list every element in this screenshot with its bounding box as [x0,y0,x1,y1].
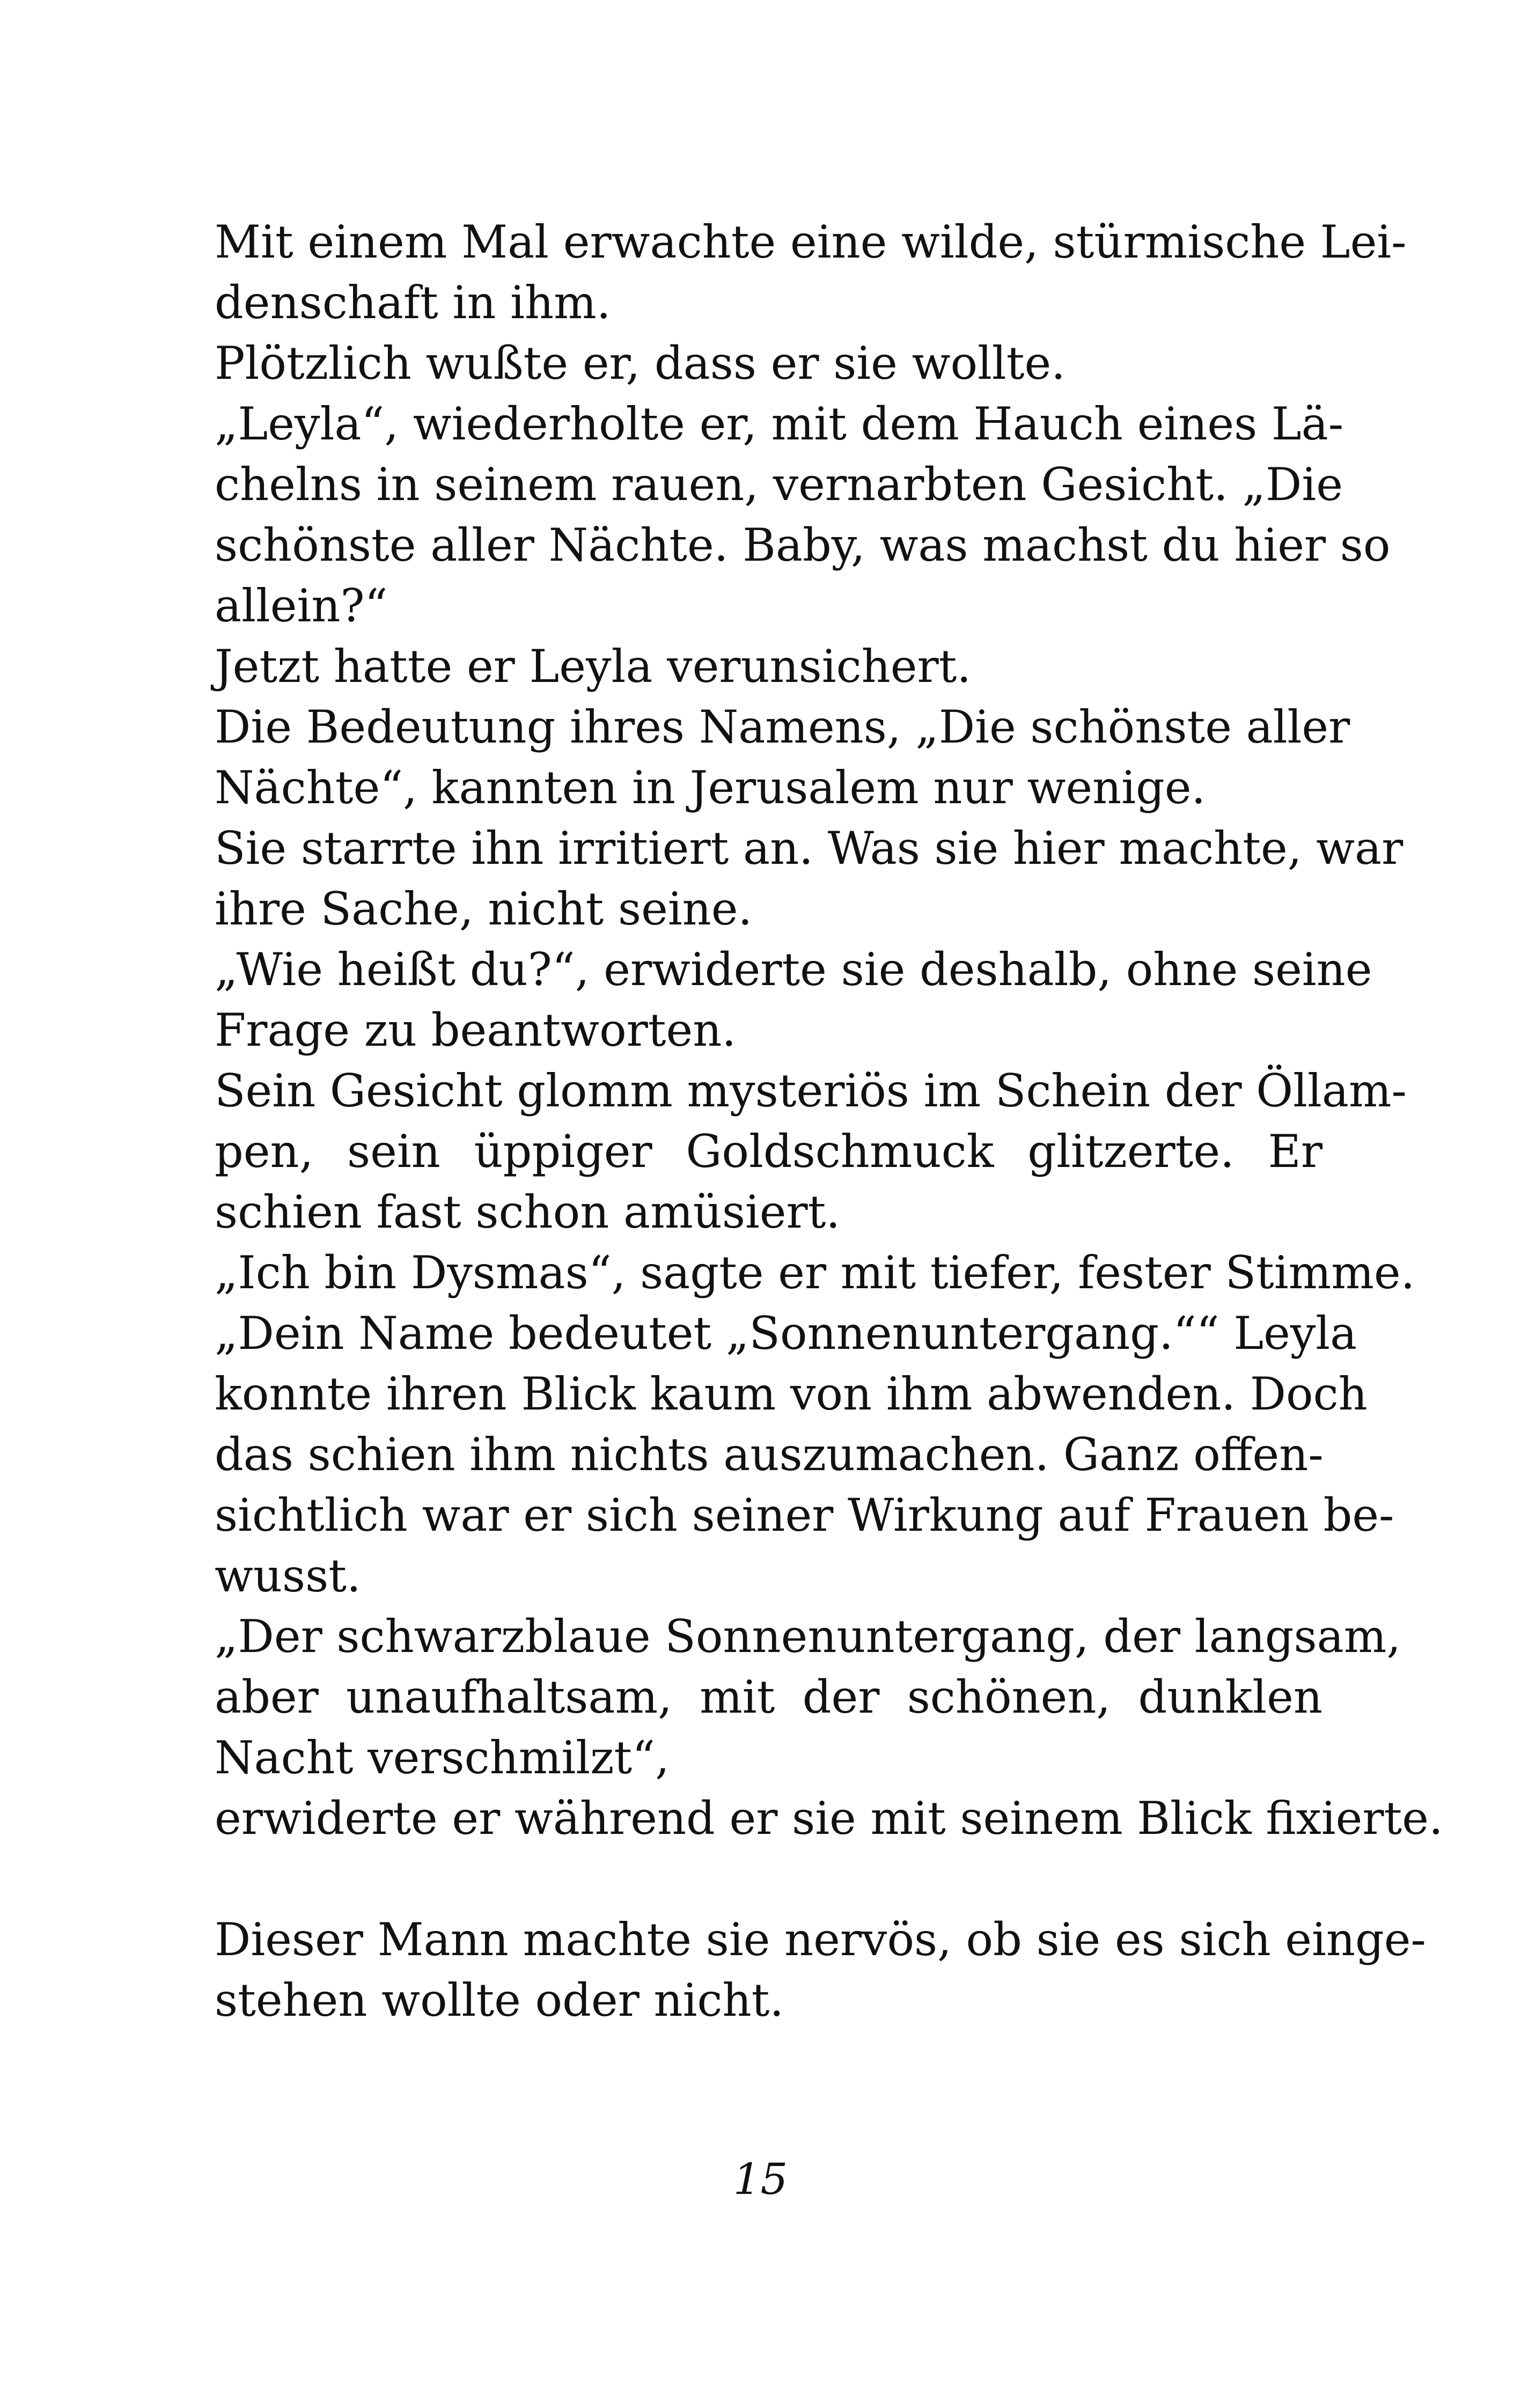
text-line: schönste aller Nächte. Baby, was machst du hier so [215,519,1391,571]
text-line: konnte ihren Blick kaum von ihm abwenden. Doch [215,1368,1368,1420]
text-line: Nacht verschmilzt“, [215,1731,670,1784]
text-line: sichtlich war er sich seiner Wirkung auf Frauen be- [215,1489,1394,1541]
text-line: Jetzt hatte er Leyla verunsichert. [215,640,972,693]
text-line: Mit einem Mal erwachte eine wilde, stürmische Lei- [215,216,1407,268]
text-line: „Leyla“, wiederholte er, mit dem Hauch eines Lä- [215,398,1344,450]
text-line: allein?“ [215,579,388,632]
text-line: Plötzlich wußte er, dass er sie wollte. [215,337,1066,390]
text-line: stehen wollte oder nicht. [215,1974,784,2027]
text-line: Die Bedeutung ihres Namens, „Die schönste aller [215,701,1350,753]
text-line: Nächte“, kannten in Jerusalem nur wenige. [215,761,1206,814]
text-line: „Der schwarzblaue Sonnenuntergang, der langsam, [215,1610,1401,1663]
text-line: Frage zu beantworten. [215,1004,737,1056]
text-line: „Wie heißt du?“, erwiderte sie deshalb, ohne seine [215,943,1372,996]
text-line: Dieser Mann machte sie nervös, ob sie es sich einge- [215,1913,1426,1966]
text-line: Sie starrte ihn irritiert an. Was sie hier machte, war [215,822,1404,875]
text-line: schien fast schon amüsiert. [215,1186,841,1238]
text-line: „Ich bin Dysmas“, sagte er mit tiefer, fester Stimme. [215,1246,1415,1299]
text-line: aber unaufhaltsam, mit der schönen, dunklen [215,1671,1322,1723]
body-text [215,212,1443,2031]
text-line: das schien ihm nichts auszumachen. Ganz offen- [215,1428,1324,1481]
text-line: Sein Gesicht glomm mysteriös im Schein der Öllam- [215,1064,1407,1117]
text-line: pen, sein üppiger Goldschmuck glitzerte. Er [215,1125,1322,1178]
text-line: ihre Sache, nicht seine. [215,883,753,935]
text-line: denschaft in ihm. [215,276,611,329]
text-line: „Dein Name bedeutet „Sonnenuntergang.““ Leyla [215,1307,1357,1360]
text-line: chelns in seinem rauen, vernarbten Gesicht. „Die [215,458,1343,511]
paragraph-gap [215,1849,1322,1910]
page-number: 15 [733,2154,788,2204]
text-line: erwiderte er während er sie mit seinem Blick fixierte. [215,1792,1443,1845]
text-line: wusst. [215,1550,361,1602]
